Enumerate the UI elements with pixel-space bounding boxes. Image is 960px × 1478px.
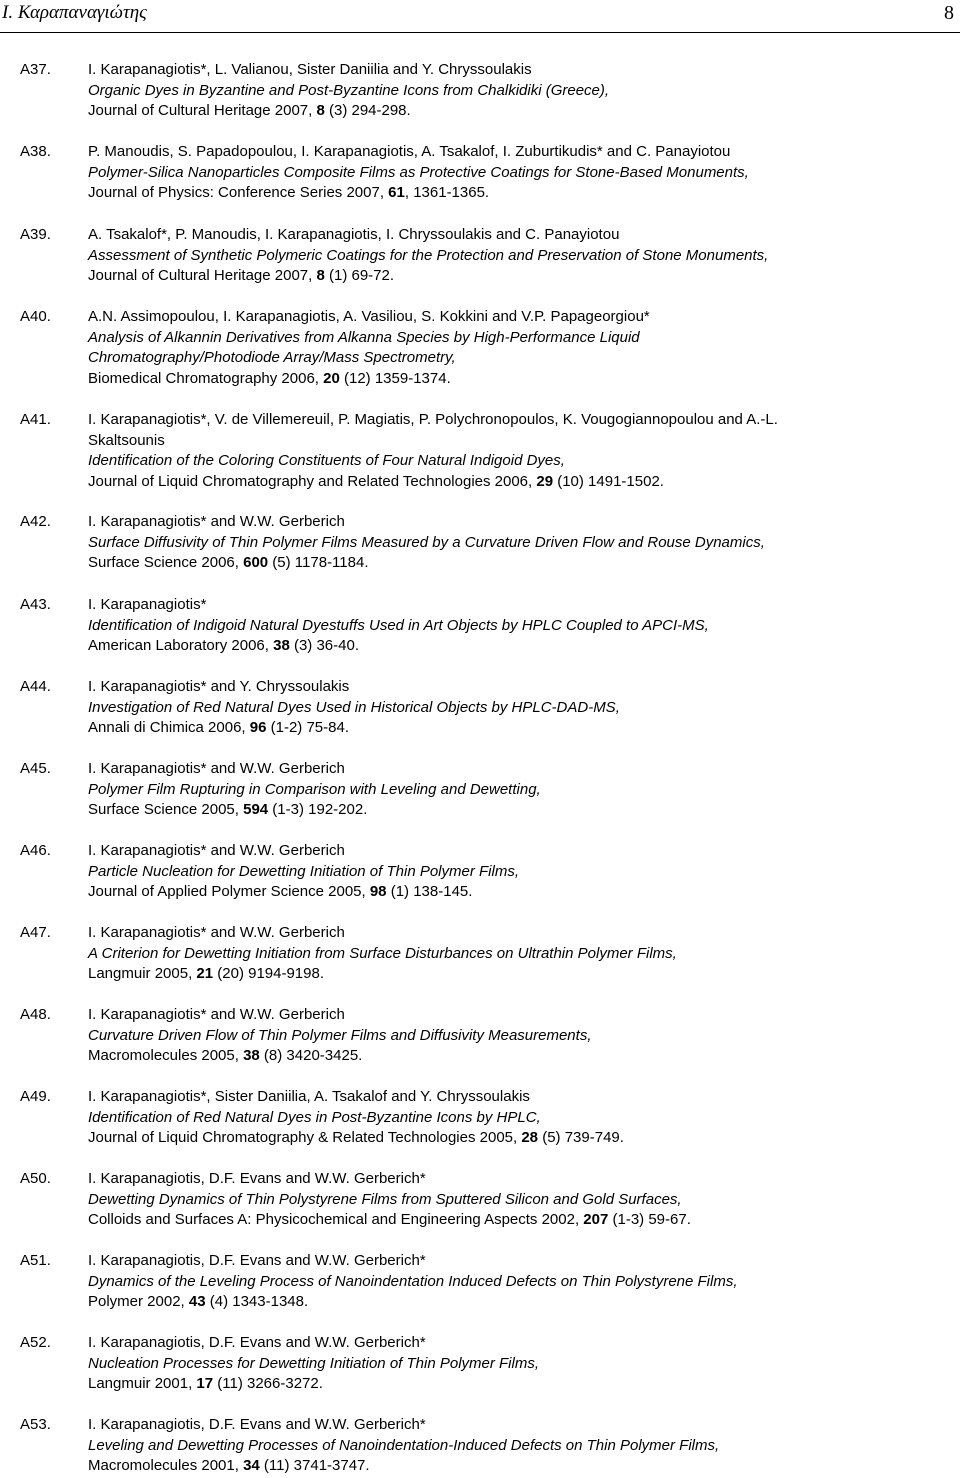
reference-body: [88, 923, 952, 985]
citation-volume: 20: [323, 369, 340, 387]
citation-volume: 38: [273, 637, 290, 654]
citation-journal: Journal of Cultural Heritage 2007,: [88, 267, 317, 284]
citation-volume: 29: [536, 472, 554, 490]
reference-number: A48.: [20, 1006, 51, 1023]
reference-citation: [88, 882, 952, 903]
reference-number: A52.: [20, 1334, 51, 1351]
citation-journal: Journal of Cultural Heritage 2007,: [88, 102, 317, 119]
reference-body: [88, 677, 952, 739]
citation-volume: 98: [369, 883, 387, 900]
citation-pages: (20) 9194-9198.: [213, 965, 325, 982]
reference-body: [88, 1415, 952, 1477]
citation-pages: (5) 739-749.: [538, 1129, 624, 1146]
reference-body: [88, 225, 952, 287]
citation-pages: (11) 3266-3272.: [213, 1375, 323, 1392]
reference-title: Analysis of Alkannin Derivatives from Alkanna Species by High-Performance Liquid: [88, 328, 640, 346]
reference-authors: I. Karapanagiotis* and W.W. Gerberich: [88, 513, 345, 530]
reference-number: A37.: [20, 61, 51, 78]
reference-title: Curvature Driven Flow of Thin Polymer Films and Diffusivity Measurements,: [88, 1026, 592, 1044]
reference-authors: A.N. Assimopoulou, I. Karapanagiotis, A. Vasiliou, S. Kokkini and V.P. Papageorgiou*: [88, 308, 650, 325]
citation-pages: (12) 1359-1374.: [339, 369, 451, 387]
reference-number: A51.: [20, 1252, 51, 1269]
reference-body: [88, 1333, 952, 1395]
reference-citation: [88, 1456, 952, 1477]
citation-volume: 21: [196, 965, 214, 982]
reference-title: Identification of the Coloring Constituents of Four Natural Indigoid Dyes,: [88, 452, 565, 469]
citation-journal: Macromolecules 2001,: [88, 1457, 244, 1474]
citation-journal: Annali di Chimica 2006,: [88, 719, 250, 736]
citation-pages: (1-3) 59-67.: [608, 1211, 691, 1228]
citation-pages: (11) 3741-3747.: [259, 1457, 370, 1474]
reference-citation: [88, 369, 952, 390]
reference-body: [88, 410, 952, 492]
reference-citation: [88, 1046, 952, 1067]
reference-body: [88, 142, 952, 204]
reference-authors: I. Karapanagiotis, D.F. Evans and W.W. Gerberich*: [88, 1334, 426, 1351]
reference-authors: I. Karapanagiotis*: [88, 596, 207, 613]
reference-title: Polymer-Silica Nanoparticles Composite Films as Protective Coatings for Stone-Based Monuments,: [88, 163, 749, 181]
reference-authors: I. Karapanagiotis* and W.W. Gerberich: [88, 842, 345, 859]
reference-number: A39.: [20, 226, 51, 243]
reference-number: A42.: [20, 513, 51, 530]
citation-pages: (1) 69-72.: [324, 267, 395, 284]
reference-authors: I. Karapanagiotis*, L. Valianou, Sister Daniilia and Y. Chryssoulakis: [88, 61, 532, 78]
reference-title: Polymer Film Rupturing in Comparison with Leveling and Dewetting,: [88, 780, 541, 798]
citation-volume: 61: [388, 184, 405, 201]
citation-pages: (3) 294-298.: [324, 102, 411, 119]
reference-authors: A. Tsakalof*, P. Manoudis, I. Karapanagiotis, I. Chryssoulakis and C. Panayiotou: [88, 226, 620, 243]
reference-number: A45.: [20, 760, 51, 777]
reference-title: Investigation of Red Natural Dyes Used in Historical Objects by HPLC-DAD-MS,: [88, 698, 620, 716]
reference-citation: [88, 964, 952, 985]
citation-pages: (1-3) 192-202.: [268, 801, 368, 818]
citation-pages: (5) 1178-1184.: [268, 554, 369, 571]
reference-title: Identification of Indigoid Natural Dyestuffs Used in Art Objects by HPLC Coupled to APCI-MS,: [88, 616, 709, 634]
reference-title-continued: Chromatography/Photodiode Array/Mass Spectrometry,: [88, 349, 456, 366]
page-header: [0, 0, 960, 33]
reference-body: [88, 1169, 952, 1231]
reference-body: [88, 759, 952, 821]
reference-authors: I. Karapanagiotis*, Sister Daniilia, A. Tsakalof and Y. Chryssoulakis: [88, 1088, 530, 1105]
citation-pages: (3) 36-40.: [289, 637, 359, 654]
reference-authors: I. Karapanagiotis, D.F. Evans and W.W. Gerberich*: [88, 1252, 426, 1269]
page-number: 8: [944, 2, 954, 24]
reference-body: [88, 1087, 952, 1149]
reference-citation: [88, 266, 952, 287]
citation-volume: 34: [243, 1457, 260, 1474]
citation-journal: Journal of Applied Polymer Science 2005,: [88, 883, 370, 900]
citation-journal: Journal of Physics: Conference Series 2007,: [88, 184, 389, 201]
citation-pages: (1) 138-145.: [386, 883, 473, 900]
citation-pages: (8) 3420-3425.: [259, 1047, 363, 1064]
reference-body: [88, 595, 952, 657]
citation-pages: (10) 1491-1502.: [553, 472, 664, 490]
reference-number: A41.: [20, 411, 51, 428]
reference-title: Dewetting Dynamics of Thin Polystyrene Films from Sputtered Silicon and Gold Surfaces,: [88, 1190, 682, 1208]
reference-citation: [88, 1128, 952, 1149]
citation-journal: Langmuir 2001,: [88, 1375, 197, 1392]
reference-citation: [88, 101, 952, 122]
citation-journal: Langmuir 2005,: [88, 965, 197, 982]
citation-journal: Journal of Liquid Chromatography & Related Technologies 2005,: [88, 1129, 522, 1146]
reference-authors: I. Karapanagiotis, D.F. Evans and W.W. Gerberich*: [88, 1170, 426, 1187]
reference-title: Assessment of Synthetic Polymeric Coatings for the Protection and Preservation of Stone Monuments,: [88, 246, 769, 264]
reference-authors: I. Karapanagiotis* and W.W. Gerberich: [88, 1006, 345, 1023]
reference-title: Dynamics of the Leveling Process of Nanoindentation Induced Defects on Thin Polystyrene Films,: [88, 1272, 738, 1290]
reference-number: A50.: [20, 1170, 51, 1187]
reference-number: A38.: [20, 143, 51, 160]
reference-authors: I. Karapanagiotis* and W.W. Gerberich: [88, 924, 345, 941]
reference-title: Identification of Red Natural Dyes in Post-Byzantine Icons by HPLC,: [88, 1108, 541, 1126]
citation-journal: Colloids and Surfaces A: Physicochemical and Engineering Aspects 2002,: [88, 1211, 584, 1228]
reference-authors: I. Karapanagiotis*, V. de Villemereuil, P. Magiatis, P. Polychronopoulos, K. Vougogiannopoulou and A.-L.: [88, 411, 778, 428]
reference-title: Nucleation Processes for Dewetting Initiation of Thin Polymer Films,: [88, 1354, 540, 1372]
citation-volume: 17: [196, 1375, 214, 1392]
citation-pages: , 1361-1365.: [404, 184, 490, 201]
reference-title: Surface Diffusivity of Thin Polymer Films Measured by a Curvature Driven Flow and Rouse Dynamics,: [88, 533, 765, 551]
reference-citation: [88, 1210, 952, 1231]
citation-journal: Journal of Liquid Chromatography and Related Technologies 2006,: [88, 472, 537, 490]
reference-authors-continued: Skaltsounis: [88, 431, 165, 449]
citation-volume: 28: [521, 1129, 539, 1146]
reference-authors: P. Manoudis, S. Papadopoulou, I. Karapanagiotis, A. Tsakalof, I. Zuburtikudis* and C. Panayiotou: [88, 143, 731, 160]
citation-journal: Polymer 2002,: [88, 1293, 189, 1310]
reference-citation: [88, 553, 952, 574]
reference-body: [88, 1251, 952, 1313]
reference-title: Particle Nucleation for Dewetting Initiation of Thin Polymer Films,: [88, 862, 520, 880]
reference-number: A53.: [20, 1416, 51, 1433]
reference-citation: [88, 472, 952, 493]
reference-number: A44.: [20, 678, 51, 695]
reference-citation: [88, 800, 952, 821]
reference-number: A47.: [20, 924, 51, 941]
reference-citation: [88, 718, 952, 739]
reference-body: [88, 512, 952, 574]
citation-volume: 207: [583, 1211, 609, 1228]
citation-journal: Biomedical Chromatography 2006,: [88, 369, 324, 387]
citation-journal: Surface Science 2006,: [88, 554, 244, 571]
reference-citation: [88, 1374, 952, 1395]
reference-body: [88, 307, 952, 389]
reference-body: [88, 1005, 952, 1067]
citation-volume: 43: [188, 1293, 206, 1310]
header-title: Ι. Καραπαναγιώτης: [2, 2, 147, 23]
citation-volume: 96: [249, 719, 267, 736]
citation-volume: 8: [316, 267, 325, 284]
citation-volume: 38: [243, 1047, 260, 1064]
citation-journal: American Laboratory 2006,: [88, 637, 274, 654]
reference-number: A49.: [20, 1088, 51, 1105]
citation-volume: 594: [243, 801, 269, 818]
reference-number: A40.: [20, 308, 51, 325]
reference-authors: I. Karapanagiotis* and W.W. Gerberich: [88, 760, 345, 777]
reference-title: A Criterion for Dewetting Initiation from Surface Disturbances on Ultrathin Polymer Films,: [88, 944, 677, 962]
citation-journal: Surface Science 2005,: [88, 801, 244, 818]
citation-pages: (1-2) 75-84.: [266, 719, 349, 736]
reference-number: A43.: [20, 596, 51, 613]
reference-citation: [88, 1292, 952, 1313]
citation-journal: Macromolecules 2005,: [88, 1047, 244, 1064]
citation-volume: 8: [316, 102, 325, 119]
reference-authors: I. Karapanagiotis, D.F. Evans and W.W. Gerberich*: [88, 1416, 426, 1433]
reference-authors: I. Karapanagiotis* and Y. Chryssoulakis: [88, 678, 350, 695]
reference-citation: [88, 636, 952, 657]
reference-number: A46.: [20, 842, 51, 859]
reference-title: Organic Dyes in Byzantine and Post-Byzantine Icons from Chalkidiki (Greece),: [88, 81, 610, 99]
reference-citation: [88, 183, 952, 204]
reference-body: [88, 841, 952, 903]
reference-body: [88, 60, 952, 122]
reference-title: Leveling and Dewetting Processes of Nanoindentation-Induced Defects on Thin Polymer Films,: [88, 1436, 720, 1454]
citation-volume: 600: [243, 554, 269, 571]
citation-pages: (4) 1343-1348.: [205, 1293, 309, 1310]
